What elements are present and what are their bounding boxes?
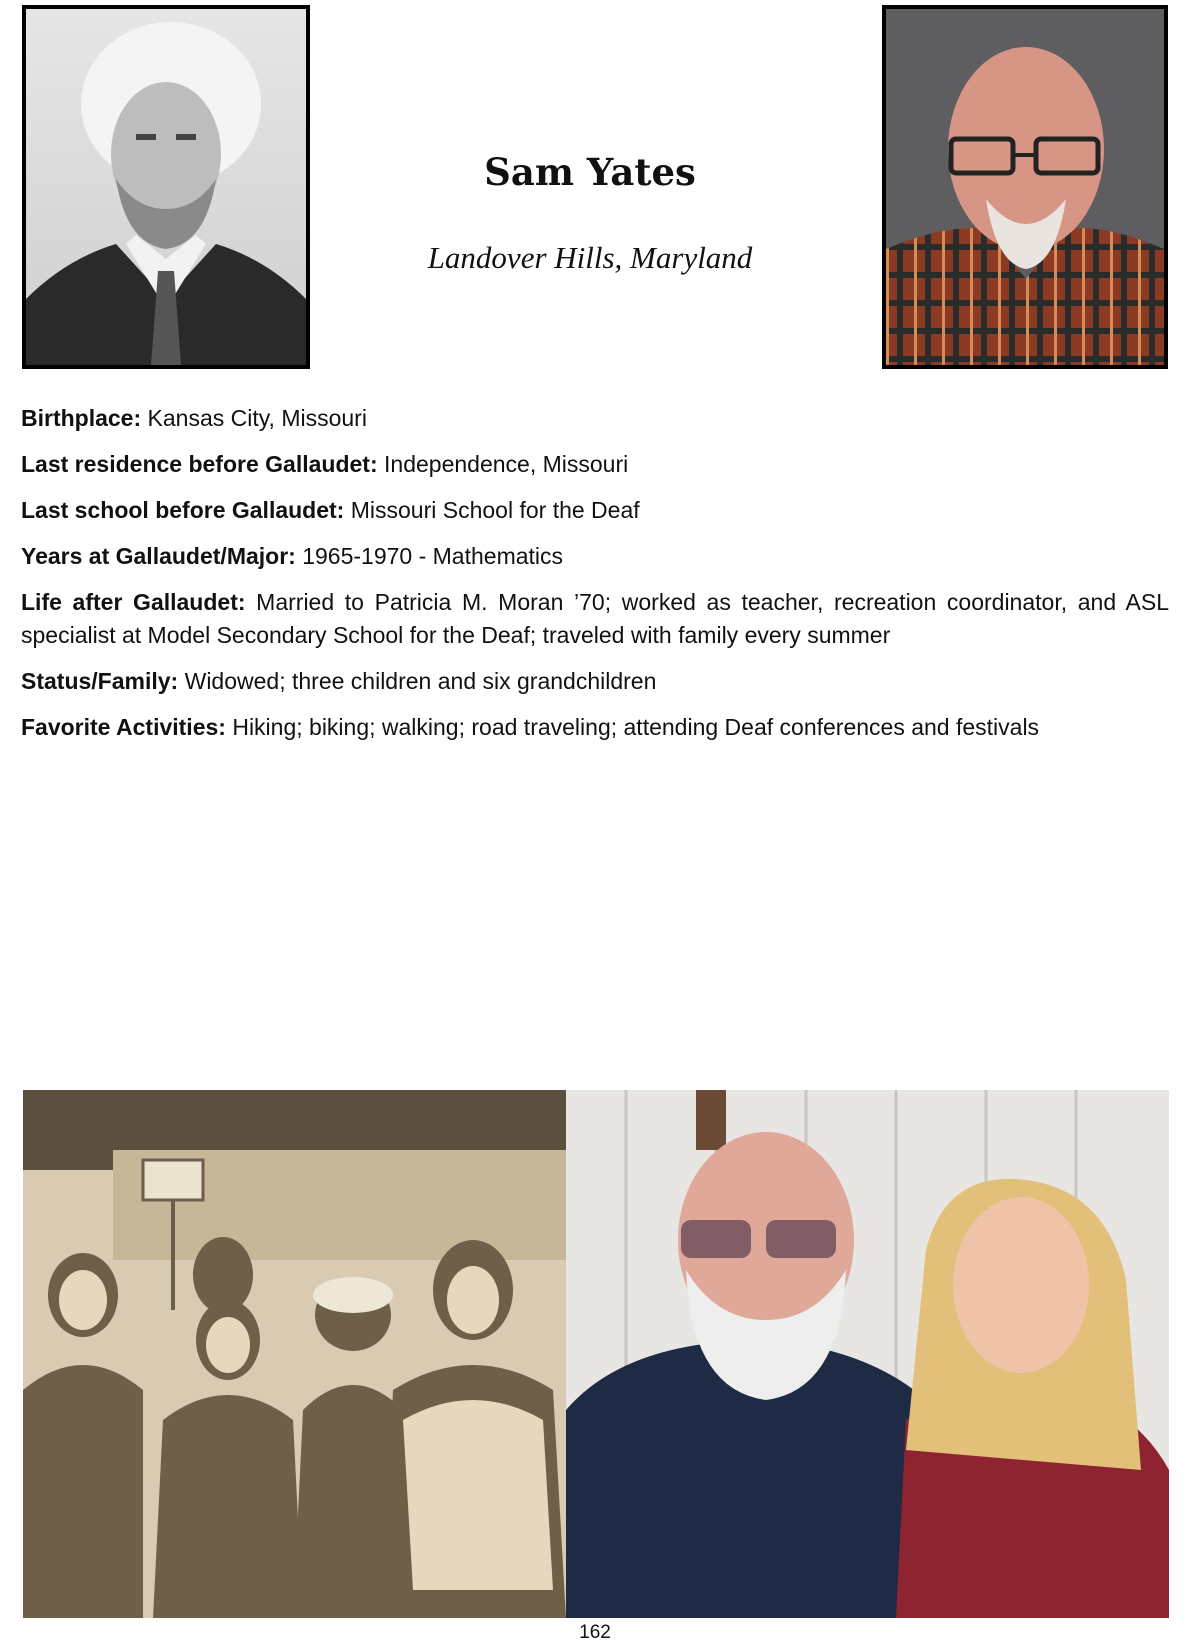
portrait-photo-bw-icon [26, 9, 306, 365]
fact-last-school [21, 494, 1169, 527]
couple-photo-color-icon [566, 1090, 1169, 1618]
fact-label: Status/Family: [21, 668, 179, 694]
fact-value: Married to Patricia M. Moran ’70; worked as teacher, recreation coordinator, and ASL specialist at Model Secondary School for the Deaf; traveled with family every summer [21, 589, 1169, 648]
fact-value: Widowed; three children and six grandchildren [184, 668, 657, 694]
fact-years-major [21, 540, 1169, 573]
portrait-photo-bw [22, 5, 310, 369]
fact-label: Years at Gallaudet/Major: [21, 543, 296, 569]
fact-label: Last residence before Gallaudet: [21, 451, 378, 477]
fact-birthplace [21, 402, 1169, 435]
fact-label: Favorite Activities: [21, 714, 226, 740]
person-location: Landover Hills, Maryland [427, 240, 753, 275]
biography-facts [21, 402, 1169, 757]
fact-label: Birthplace: [21, 405, 142, 431]
page-number: 162 [579, 1622, 611, 1643]
group-photo-sepia-icon [23, 1090, 566, 1618]
group-photo-sepia [23, 1090, 566, 1618]
person-name: Sam Yates [484, 150, 696, 194]
fact-status-family [21, 665, 1169, 698]
fact-last-residence [21, 448, 1169, 481]
portrait-photo-color [882, 5, 1168, 369]
fact-value: Kansas City, Missouri [147, 405, 367, 431]
fact-value: 1965-1970 - Mathematics [302, 543, 564, 569]
fact-life-after [21, 586, 1169, 652]
portrait-photo-color-icon [886, 9, 1164, 365]
fact-label: Last school before Gallaudet: [21, 497, 345, 523]
fact-value: Hiking; biking; walking; road traveling; attending Deaf conferences and festivals [232, 714, 1040, 740]
couple-photo-color [566, 1090, 1169, 1618]
fact-label: Life after Gallaudet: [21, 589, 246, 615]
fact-value: Independence, Missouri [384, 451, 629, 477]
fact-value: Missouri School for the Deaf [350, 497, 640, 523]
fact-favorite-activities [21, 711, 1169, 744]
